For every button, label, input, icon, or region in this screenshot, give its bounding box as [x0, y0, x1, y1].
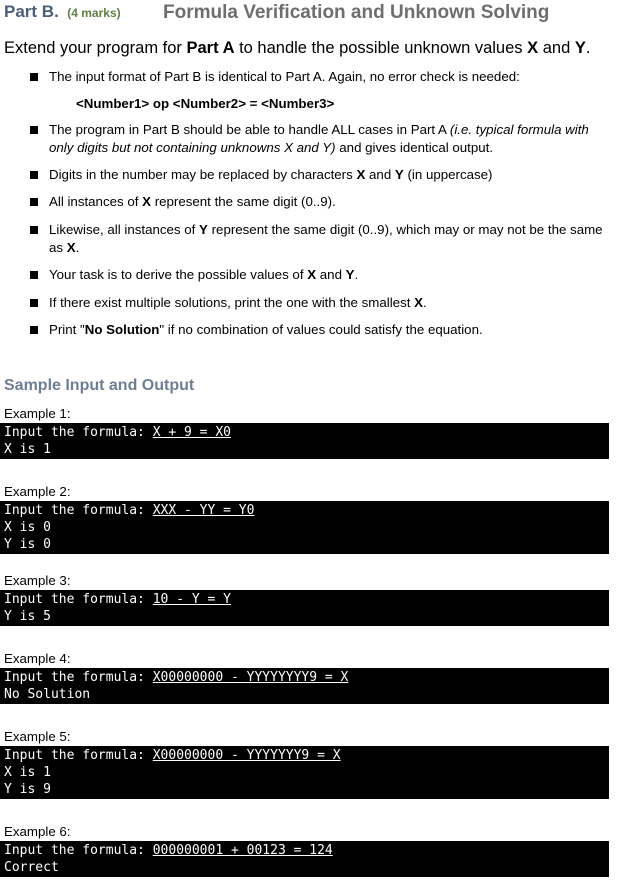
- console-input-line: Input the formula: X + 9 = X0: [4, 425, 231, 440]
- console-output: [0, 590, 609, 626]
- example-label: Example 5:: [4, 729, 71, 744]
- bullet-input-format: The input format of Part B is identical to Part A. Again, no error check is needed:: [49, 69, 520, 84]
- marks-label: (4 marks): [67, 6, 121, 20]
- console-output: [0, 501, 609, 554]
- bullet-icon: [30, 198, 38, 206]
- formula-input: 10 - Y = Y: [152, 592, 231, 607]
- format-spec: <Number1> op <Number2> = <Number3>: [76, 96, 335, 111]
- part-title: Formula Verification and Unknown Solving: [163, 2, 550, 23]
- console-output: [0, 668, 609, 704]
- formula-input: X00000000 - YYYYYYY9 = X: [152, 748, 341, 763]
- bullet-multiple-solutions: If there exist multiple solutions, print the one with the smallest X.: [49, 295, 427, 310]
- bullet-x-same-digit: All instances of X represent the same digit (0..9).: [49, 194, 336, 209]
- bullet-part-a-cases: The program in Part B should be able to handle ALL cases in Part A (i.e. typical formula with only digits but not containing unknowns X and Y) and gives identical output.: [49, 122, 589, 155]
- console-result-line: Y is 5: [4, 609, 51, 624]
- example-label: Example 2:: [4, 484, 71, 499]
- formula-input: X00000000 - YYYYYYYY9 = X: [152, 670, 349, 685]
- formula-input: 000000001 + 00123 = 124: [152, 843, 333, 858]
- example-label: Example 3:: [4, 573, 71, 588]
- console-input-line: Input the formula: 10 - Y = Y: [4, 592, 231, 607]
- example-label: Example 4:: [4, 651, 71, 666]
- console-result-line: X is 1: [4, 765, 51, 780]
- part-header: [4, 2, 121, 26]
- console-result-line: X is 1: [4, 442, 51, 457]
- bullet-no-solution: Print "No Solution" if no combination of values could satisfy the equation.: [49, 322, 483, 337]
- console-input-line: Input the formula: X00000000 - YYYYYYY9 = X: [4, 748, 341, 763]
- bullet-icon: [30, 326, 38, 334]
- console-result-line: Y is 0: [4, 537, 51, 552]
- formula-input: X + 9 = X0: [152, 425, 231, 440]
- example-label: Example 6:: [4, 824, 71, 839]
- bullet-icon: [30, 226, 38, 234]
- console-input-line: Input the formula: X00000000 - YYYYYYYY9 = X: [4, 670, 349, 685]
- bullet-derive-values: Your task is to derive the possible values of X and Y.: [49, 267, 359, 282]
- example-label: Example 1:: [4, 406, 71, 421]
- bullet-icon: [30, 299, 38, 307]
- console-result-line: No Solution: [4, 687, 91, 702]
- console-output: [0, 423, 609, 459]
- console-output: [0, 746, 609, 799]
- bullet-icon: [30, 171, 38, 179]
- console-input-line: Input the formula: 000000001 + 00123 = 124: [4, 843, 333, 858]
- bullet-y-same-digit: Likewise, all instances of Y represent the same digit (0..9), which may or may not be the same as X.: [49, 222, 603, 255]
- formula-input: XXX - YY = Y0: [152, 503, 255, 518]
- console-result-line: Correct: [4, 860, 59, 875]
- intro-text: Extend your program for Part A to handle the possible unknown values X and Y.: [4, 39, 591, 57]
- console-result-line: Y is 9: [4, 782, 51, 797]
- bullet-icon: [30, 73, 38, 81]
- bullet-icon: [30, 126, 38, 134]
- console-output: [0, 841, 609, 877]
- bullet-digits-replaced: Digits in the number may be replaced by characters X and Y (in uppercase): [49, 167, 493, 182]
- console-result-line: X is 0: [4, 520, 51, 535]
- part-label: Part B.: [4, 2, 59, 21]
- bullet-icon: [30, 271, 38, 279]
- sample-heading: Sample Input and Output: [4, 377, 195, 394]
- console-input-line: Input the formula: XXX - YY = Y0: [4, 503, 255, 518]
